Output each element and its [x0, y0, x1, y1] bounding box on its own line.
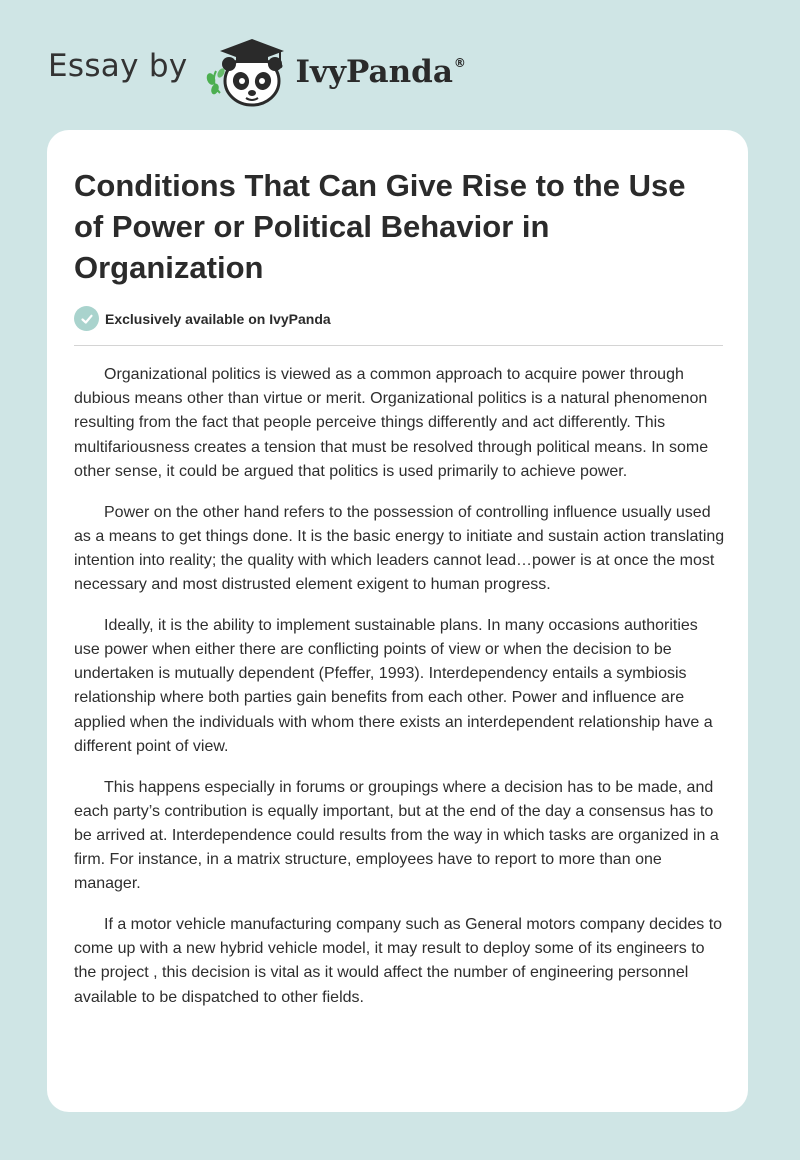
essay-by-label: Essay by	[48, 48, 188, 84]
registered-mark: ®	[453, 56, 466, 70]
paragraph: Power on the other hand refers to the possession of controlling influence usually used as a means to get things done. It is the basic energy to initiate and sustain action translating intention into reality; the quality with which leaders cannot lead…power is at once the most necessary and most distrusted element exigent to human progress.	[74, 503, 725, 594]
exclusive-badge-label: Exclusively available on IvyPanda	[105, 310, 331, 327]
paragraph: Organizational politics is viewed as a common approach to acquire power through dubious means other than virtue or merit. Organizational politics is a natural phenomenon resulting from the fact that people perceive things differently and act differently. This multifariousness creates a tension that must be resolved through political means. In some other sense, it could be argued that politics is used primarily to achieve power.	[74, 366, 709, 480]
check-circle-icon	[74, 306, 99, 331]
essay-title: Conditions That Can Give Rise to the Use of Power or Political Behavior in Organization	[74, 168, 686, 285]
paragraph: Ideally, it is the ability to implement sustainable plans. In many occasions authorities use power when either there are conflicting points of view or when the decision to be undertaken is mutually dependent (Pfeffer, 1993). Interdependency entails a symbiosis relationship where both parties gain benefits from each other. Power and influence are applied when the individuals with whom there exists an interdependent relationship have a different point of view.	[74, 616, 713, 755]
paragraph: This happens especially in forums or groupings where a decision has to be made, and each party’s contribution is equally important, but at the end of the day a consensus has to be arrived at. Interdependence could results from the way in which tasks are organized in a firm. For instance, in a matrix structure, employees have to report to more than one manager.	[74, 778, 719, 893]
site-header	[48, 30, 466, 110]
essay-body	[74, 363, 726, 1026]
essay-card	[47, 130, 748, 1112]
brand-name[interactable]: IvyPanda®	[295, 54, 466, 90]
panda-logo-icon[interactable]	[202, 31, 292, 109]
exclusive-badge	[74, 306, 331, 331]
title-divider	[74, 345, 723, 346]
paragraph: If a motor vehicle manufacturing company such as General motors company decides to come up with a new hybrid vehicle model, it may result to deploy some of its engineers to the project , this decision is vital as it would affect the number of engineering personnel available to be dispatched to other fields.	[74, 916, 723, 1006]
